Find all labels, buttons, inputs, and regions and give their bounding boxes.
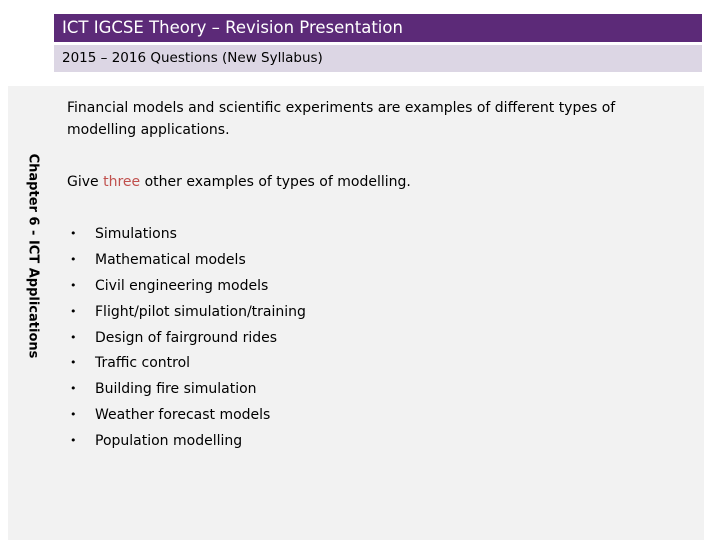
answer-item (67, 327, 306, 353)
answer-text: Flight/pilot simulation/training (95, 303, 306, 320)
answer-text: Simulations (95, 226, 177, 242)
answer-text: Mathematical models (95, 251, 246, 268)
bullet-icon: • (70, 330, 77, 344)
question-suffix: other examples of types of modelling. (140, 174, 411, 190)
answer-item (67, 249, 306, 275)
bullet-icon: • (70, 434, 77, 448)
answer-list (67, 223, 306, 456)
bullet-icon: • (70, 382, 77, 396)
question-text (67, 171, 411, 193)
answer-text: Weather forecast models (95, 407, 271, 424)
answer-item (67, 301, 306, 327)
bullet-icon: • (70, 408, 77, 422)
answer-text: Civil engineering models (95, 277, 269, 294)
answer-text: Design of fairground rides (95, 329, 278, 346)
question-intro: Financial models and scientific experiments are examples of different types of modelling applications. (67, 100, 616, 138)
bullet-icon: • (70, 356, 77, 370)
answer-text: Building fire simulation (95, 381, 257, 398)
presentation-title: ICT IGCSE Theory – Revision Presentation (54, 14, 702, 42)
bullet-icon: • (70, 304, 77, 318)
answer-text: Traffic control (95, 355, 191, 372)
question-prefix: Give (67, 174, 104, 190)
answer-item (67, 430, 306, 456)
section-subtitle: 2015 – 2016 Questions (New Syllabus) (54, 45, 702, 72)
answer-item (67, 223, 306, 249)
bullet-icon: • (70, 227, 77, 240)
answer-item (67, 275, 306, 301)
question-highlight: three (103, 174, 141, 190)
answer-item (67, 378, 306, 404)
chapter-label: Chapter 6 - ICT Applications (25, 153, 41, 359)
bullet-icon: • (70, 252, 77, 266)
answer-item (67, 352, 306, 378)
answer-text: Population modelling (95, 433, 243, 450)
bullet-icon: • (70, 278, 77, 292)
answer-item (67, 404, 306, 430)
